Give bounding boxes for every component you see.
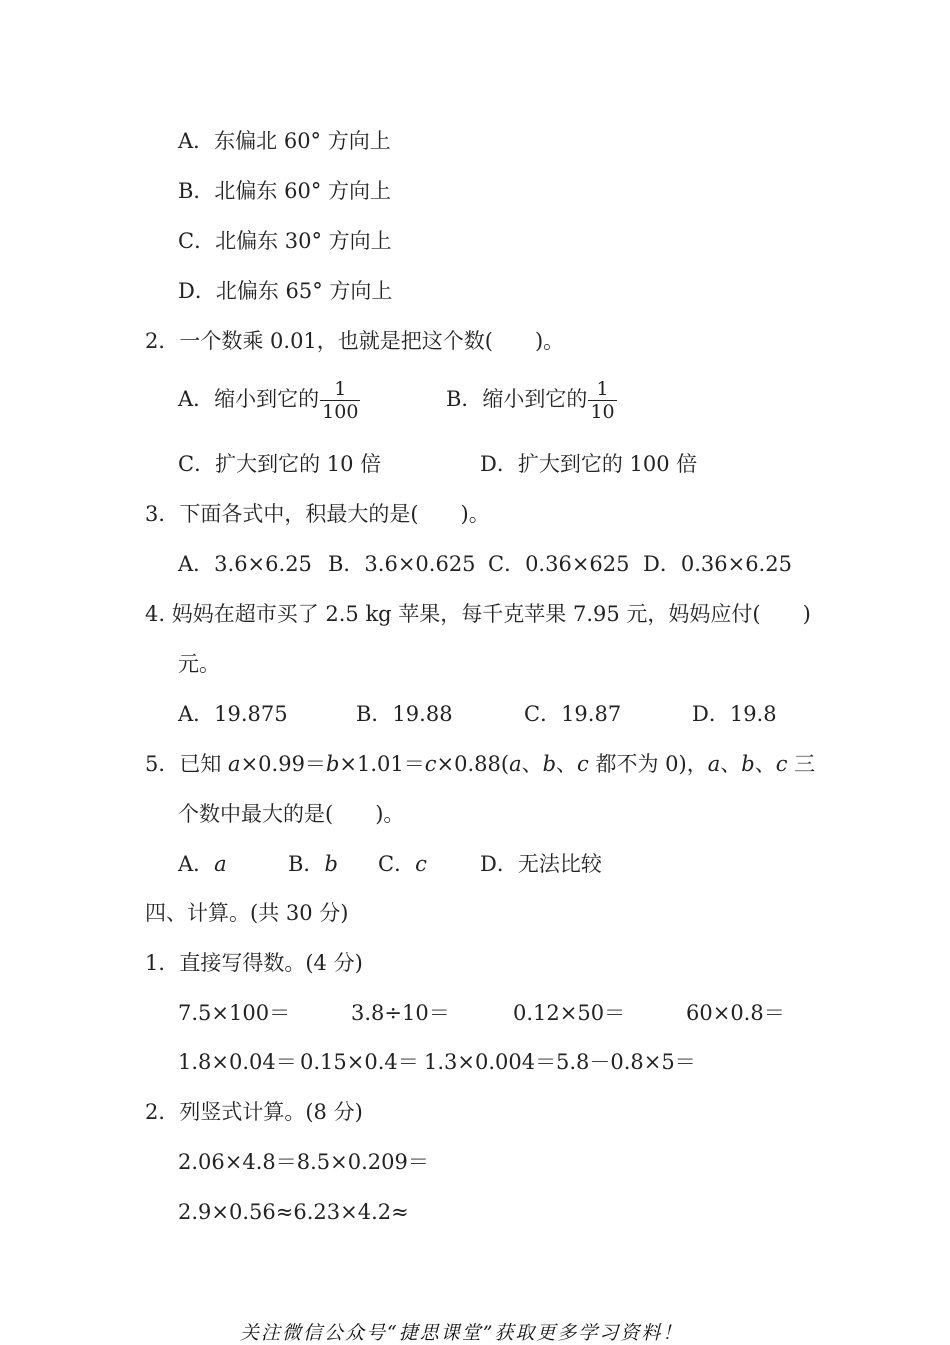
- footer-promo-text: 关注微信公众号“捷思课堂”获取更多学习资料！: [240, 1322, 684, 1344]
- var-c: c: [577, 752, 589, 776]
- var-c: c: [415, 852, 427, 876]
- var-a: a: [707, 752, 721, 776]
- separator: 、: [720, 752, 742, 776]
- option-label: B．: [288, 852, 325, 876]
- var-a: a: [214, 852, 227, 876]
- q3-stem: 3．下面各式中，积最大的是( )。: [145, 502, 490, 526]
- q1-option-c: C．北偏东 30° 方向上: [178, 229, 392, 253]
- q2-option-a: [178, 378, 360, 423]
- section4-sub2-title: 2．列竖式计算。(8 分): [145, 1100, 363, 1124]
- q5-prefix: 5．已知: [145, 752, 229, 776]
- var-b: b: [741, 752, 755, 776]
- fraction-numerator: 1: [588, 378, 616, 401]
- var-a: a: [228, 752, 241, 776]
- calc-item: 2.06×4.8＝: [178, 1150, 297, 1174]
- calc-item: 1.8×0.04＝: [178, 1050, 297, 1074]
- q5-option-a: [178, 851, 227, 877]
- q5-option-c: [378, 851, 427, 877]
- calc-item: 5.8－0.8×5＝: [556, 1050, 696, 1074]
- var-c: c: [775, 752, 788, 776]
- separator: 、: [754, 752, 776, 776]
- fraction-denominator: 100: [322, 401, 359, 423]
- fraction-denominator: 10: [590, 401, 615, 423]
- q2-option-c: C．扩大到它的 10 倍: [178, 452, 382, 476]
- q5-tail1: 都不为 0)，: [588, 752, 708, 776]
- vertical-calc-row-2: [178, 1199, 409, 1225]
- fraction-numerator: 1: [320, 378, 360, 401]
- calc-item: 0.12×50＝: [513, 1001, 626, 1025]
- var-b: b: [542, 752, 557, 776]
- section4-sub1-title: 1．直接写得数。(4 分): [145, 951, 363, 975]
- var-b: b: [324, 852, 338, 876]
- q1-option-b: B．北偏东 60° 方向上: [178, 179, 392, 203]
- calc-item: 0.15×0.4＝: [300, 1050, 419, 1074]
- q3-option-a: A．3.6×6.25: [178, 552, 312, 576]
- q5-stem-line1: [145, 751, 815, 777]
- q3-option-b: B．3.6×0.625: [328, 552, 476, 576]
- q5-eq1: ×0.99＝: [240, 752, 326, 776]
- section4-title: 四、计算。(共 30 分): [145, 901, 349, 925]
- q4-option-c: C．19.87: [524, 702, 622, 726]
- option-label: A．: [178, 852, 215, 876]
- calc-item: 1.3×0.004＝: [424, 1050, 557, 1074]
- calc-item: 2.9×0.56≈: [178, 1200, 294, 1224]
- q5-eq2: ×1.01＝: [339, 752, 425, 776]
- q3-option-c: C．0.36×625: [488, 552, 630, 576]
- q2-option-b-text: B．缩小到它的: [446, 387, 588, 411]
- calc-item: 6.23×4.2≈: [293, 1200, 409, 1224]
- calc-item: 60×0.8＝: [686, 1001, 785, 1025]
- q1-option-d: D．北偏东 65° 方向上: [178, 279, 393, 303]
- separator: 、: [556, 752, 578, 776]
- calc-item: 7.5×100＝: [178, 1001, 291, 1025]
- calc-item: 8.5×0.209＝: [296, 1150, 429, 1174]
- separator: 、: [521, 752, 543, 776]
- q2-option-b: [446, 378, 617, 423]
- q2-stem: 2．一个数乘 0.01，也就是把这个数( )。: [145, 329, 565, 353]
- q4-option-a: A．19.875: [178, 702, 288, 726]
- q4-stem-line2: 元。: [178, 652, 220, 676]
- q4-stem-line1: 4. 妈妈在超市买了 2.5 kg 苹果，每千克苹果 7.95 元，妈妈应付( ): [145, 602, 811, 626]
- var-a: a: [509, 752, 522, 776]
- q2-option-b-fraction: [588, 378, 616, 423]
- q1-option-a: A．东偏北 60° 方向上: [178, 129, 391, 153]
- vertical-calc-row-1: [178, 1149, 429, 1175]
- calc-item: 3.8÷10＝: [351, 1001, 450, 1025]
- q5-stem-line2: 个数中最大的是( )。: [178, 802, 405, 826]
- q5-eq3: ×0.88(: [436, 752, 510, 776]
- q4-option-d: D．19.8: [692, 702, 777, 726]
- q5-option-b: [288, 851, 338, 877]
- option-label: C．: [378, 852, 416, 876]
- q3-option-d: D．0.36×6.25: [643, 552, 792, 576]
- q2-option-a-text: A．缩小到它的: [178, 387, 320, 411]
- q5-option-d: D．无法比较: [480, 852, 602, 876]
- q4-option-b: B．19.88: [356, 702, 453, 726]
- var-c: c: [424, 752, 437, 776]
- var-b: b: [325, 752, 340, 776]
- q2-option-a-fraction: [320, 378, 360, 423]
- q5-tail2: 三: [787, 752, 816, 776]
- q2-option-d: D．扩大到它的 100 倍: [480, 452, 698, 476]
